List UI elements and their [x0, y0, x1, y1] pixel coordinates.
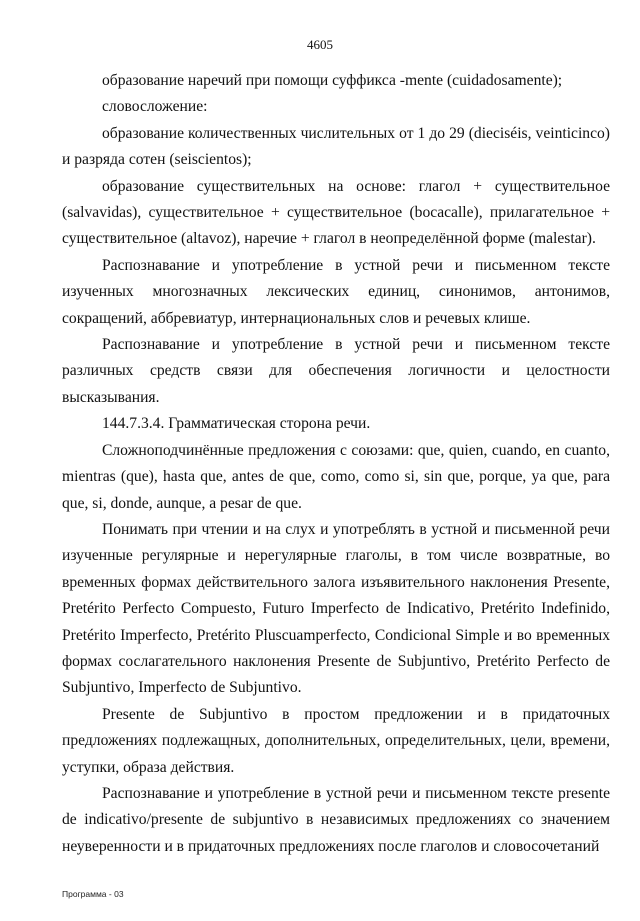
- paragraph-numerals: образование количественных числительных от 1 до 29 (dieciséis, veinticinco) и разряда сотен (seiscientos);: [62, 124, 610, 169]
- page-number: 4605: [307, 37, 333, 52]
- paragraph-lexical-units: Распознавание и употребление в устной речи и письменном тексте изученных многозначных лексических единиц, синонимов, антонимов, сокращений, аббревиатур, интернациональных слов и речевых клише.: [62, 256, 610, 327]
- section-heading-grammar: 144.7.3.4. Грамматическая сторона речи.: [102, 415, 371, 433]
- paragraph-compounding: словосложение:: [102, 98, 208, 116]
- document-body: [62, 68, 610, 860]
- paragraph-cohesion-means: Распознавание и употребление в устной речи и письменном тексте различных средств связи для обеспечения логичности и целостности высказывания.: [62, 336, 610, 406]
- paragraph-presente-subjuntivo: Presente de Subjuntivo в простом предложении и в придаточных предложениях подлежащных, дополнительных, определительных, цели, времени, уступки, образа действия.: [62, 705, 610, 776]
- paragraph-verb-tenses: Понимать при чтении и на слух и употреблять в устной и письменной речи изученные регулярные и нерегулярные глаголы, в том числе возвратные, во временных формах действительного залога изъявительного наклонения Presente, Pretérito Perfecto Compuesto, Futuro Imperfecto de Indicativo, Pretérito Indefinido, Pretérito Imperfecto, Pretérito Pluscuamperfecto, Condicional Simple и во временных формах сослагательного наклонения Presente de Subjuntivo, Pretérito Perfecto de Subjuntivo, Imperfecto de Subjuntivo.: [62, 520, 610, 697]
- paragraph-conjunctions: Сложноподчинённые предложения с союзами: que, quien, cuando, en cuanto, mientras (que), hasta que, antes de que, como, como si, sin que, porque, ya que, para que, si, donde, aunque, a pesar de que.: [62, 441, 610, 512]
- paragraph-indicativo-subjuntivo: Распознавание и употребление в устной речи и письменном тексте presente de indicativo/presente de subjuntivo в независимых предложениях со значением неуверенности и в придаточных предложениях после глаголов и словосочетаний: [62, 784, 610, 855]
- footer-program-label: Программа - 03: [62, 889, 124, 899]
- paragraph-suffix-mente: образование наречий при помощи суффикса -mente (cuidadosamente);: [102, 72, 563, 89]
- paragraph-noun-formation: образование существительных на основе: глагол + существительное (salvavidas), существительное + существительное (bocacalle), прилагательное + существительное (altavoz), наречие + глагол в неопределённой форме (malestar).: [62, 177, 610, 248]
